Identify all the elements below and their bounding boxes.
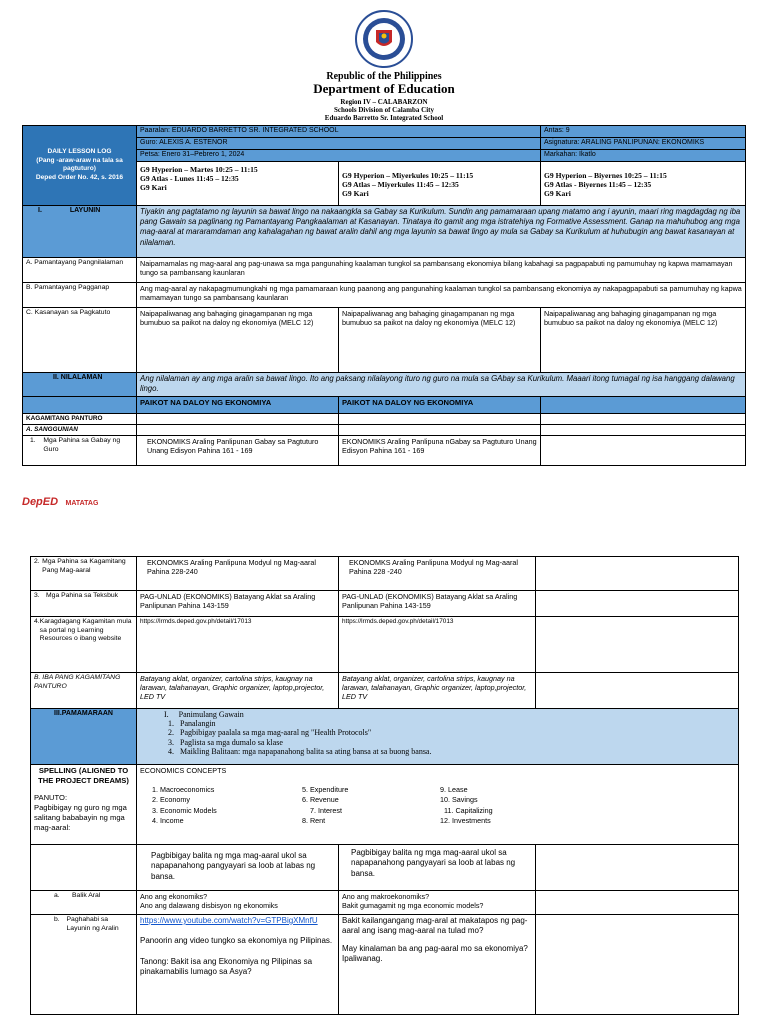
panuto-label: PANUTO: <box>34 793 68 803</box>
balita-text-1: Pagbibigay balita ng mga mag-aaral ukol sa napapanahong pangyayari sa loob at labas ng bansa. <box>137 845 339 891</box>
balik-question: Ano ang dalawang disbisyon ng ekonomiks <box>140 901 278 911</box>
paghahabi-text-3-blank <box>536 915 739 1015</box>
nilalaman-label: II. NILALAMAN <box>23 372 137 396</box>
balik-question: Ano ang ekonomiks? <box>140 892 208 901</box>
teks-num: 3. <box>34 592 40 599</box>
schedule-line: G9 Atlas - Lunes 11:45 – 12:35 <box>140 173 239 183</box>
topic-label-blank <box>23 396 137 413</box>
pamamaraan-text <box>137 709 739 765</box>
gabay-label <box>23 436 137 466</box>
schedule-line: G9 Atlas - Biyernes 11:45 – 12:35 <box>544 179 652 189</box>
balita-text-2: Pagbibigay balita ng mga mag-aaral ukol sa napapanahong pangyayari sa loob at labas ng bansa. <box>339 845 536 891</box>
sanggunian-blank <box>339 425 541 436</box>
schedule-line: G9 Atlas – Miyerkules 11:45 – 12:35 <box>342 179 459 189</box>
concept-item: 11. Capitalizing <box>444 805 493 815</box>
iba-text-1: Batayang aklat, organizer, cartolina strips, kaugnay na larawan, talahanayan, Graphic organizer, laptop,projector, LED TV <box>137 673 339 709</box>
pamamaraan-item: Maikling Balitaan: mga napapanahong balita sa ating bansa at sa buong bansa. <box>180 746 432 756</box>
paghahabi-text-2 <box>339 915 536 1015</box>
pamamaraan-item: Paglista sa mga dumalo sa klase <box>180 737 283 747</box>
paghahabi-label-text: Paghahabi sa Layunin ng Aralin <box>66 916 119 932</box>
teksbuk-label <box>31 591 137 617</box>
concepts-title: ECONOMICS CONCEPTS <box>140 766 227 775</box>
kag-text-3-blank <box>536 557 739 591</box>
topic-2: PAIKOT NA DALOY NG EKONOMIYA <box>339 396 541 413</box>
layunin-text: Tiyakin ang pagtatamo ng layunin sa bawat lingo na nakaangkla sa Gabay sa Kurikulum. Sundin ang pamamaraan upang matamo ang i ayunin, maari ring magdagdag ng iba pang Gawain sa paglinang ng Pamantayang Pangkaalaman at Kasanayan. Tinataya ito gamit ang mga istratehiya ng Formative Assessment. Ganap na mahuhubog ang mga mag-aaral at mararamdaman ang kahalagahan ng bawat aralin dahil ang mga layunin sa bawat lingo ay mula sa Gabay sa Kurikulum at huhubugin ang bawat kasanayan at nilalaman. <box>137 205 746 257</box>
concept-item: 7. Interest <box>310 805 342 815</box>
pangnilalaman-label: A. Pamantayang Pangnilalaman <box>23 257 137 282</box>
kagamitan-label: KAGAMITANG PANTURO <box>23 413 137 424</box>
balik-aral-label <box>31 891 137 915</box>
kag-text-1: EKONOMKS Araling Panlipuna Modyul ng Mag-aaral Pahina 228-240 <box>137 557 339 591</box>
balita-text-3-blank <box>536 845 739 891</box>
matatag-logo-text: MATATAG <box>65 500 99 507</box>
markahan-cell: Markahan: Ikatlo <box>541 149 746 161</box>
sanggunian-label: A. SANGGUNIAN <box>23 425 137 436</box>
pamamaraan-list: 1. Panalangin 2. Pagbibigay paalala sa mga mag-aaral ng "Health Protocols" 3. Paglista sa mga dumalo sa klase 4. Maikling Balitaan: mga napapanahong balita sa ating bansa at sa buong bansa. <box>168 719 432 756</box>
kagamitan-blank <box>339 413 541 424</box>
lesson-log-table-bottom <box>30 556 739 1015</box>
lr-label <box>31 617 137 673</box>
balik-label-text: Balik Aral <box>72 892 101 899</box>
teks-text-2: PAG-UNLAD (EKONOMIKS) Batayang Aklat sa Araling Panlipunan Pahina 143-159 <box>339 591 536 617</box>
concept-item: 5. Expenditure <box>302 785 349 795</box>
topic-1: PAIKOT NA DALOY NG EKONOMIYA <box>137 396 339 413</box>
balik-question: Bakit gumagamit ng mga economic models? <box>342 901 484 911</box>
paaralan-cell: Paaralan: EDUARDO BARRETTO SR. INTEGRATED SCHOOL <box>137 126 541 138</box>
nilalaman-text: Ang nilalaman ay ang mga aralin sa bawat lingo. Ito ang paksang nilalayong ituro ng guro na mula sa GAbay sa Kurikulum. Maaari itong tumagal ng isa hanggang dalawang lingo. <box>137 372 746 396</box>
pamamaraan-label: III.PAMAMARAAN <box>31 709 137 765</box>
concept-item: 12. Investments <box>440 815 491 825</box>
concept-item: 2. Economy <box>152 795 190 805</box>
kagamitan-blank <box>137 413 339 424</box>
balik-num: a. <box>54 892 60 899</box>
schedule-day3 <box>541 161 746 205</box>
concept-item: 1. Macroeconomics <box>152 785 215 795</box>
iba-label: B. IBA PANG KAGAMITANG PANTURO <box>31 673 137 709</box>
header-region: Region IV – CALABARZON <box>340 98 428 106</box>
schedule-day2 <box>339 161 541 205</box>
lr-num: 4. <box>34 618 40 625</box>
concepts-grid <box>152 785 735 825</box>
paghahabi-text-1 <box>137 915 339 1015</box>
footer-logo <box>22 492 98 510</box>
schedule-line: G9 Hyperion – Miyerkules 10:25 – 11:15 <box>342 170 474 180</box>
concept-item: 4. Income <box>152 815 184 825</box>
paghahabi-label <box>31 915 137 1015</box>
layunin-title: LAYUNIN <box>69 206 101 214</box>
kasanayan-label: C. Kasanayan sa Pagkatuto <box>23 307 137 372</box>
paghahabi-num: b. <box>54 916 60 923</box>
sanggunian-blank <box>541 425 746 436</box>
schedule-line: G9 Kari <box>544 189 571 199</box>
dll-title: DAILY LESSON LOG <box>47 148 112 156</box>
iba-text-2: Batayang aklat, organizer, cartolina strips, kaugnay na larawan, talahanayan, Graphic organizer, laptop,projector, LED TV <box>339 673 536 709</box>
panuto-text: Pagbibigay ng guro ng mga salitang bababayin ng mga mag-aaral: <box>34 803 127 832</box>
panimula-num: I. <box>164 710 169 719</box>
concept-item: 10. Savings <box>440 795 478 805</box>
balita-label-blank <box>31 845 137 891</box>
concept-item: 9. Lease <box>440 785 468 795</box>
gabay-label-text: Mga Pahina sa Gabay ng Guro <box>43 437 121 453</box>
kag-text-2: EKONOMKS Araling Panlipuna Modyul ng Mag-aaral Pahina 228 -240 <box>339 557 536 591</box>
kasanayan-text-2: Naipapaliwanag ang bahaging ginagampanan ng mga bumubuo sa paikot na daloy ng ekonomiya (MELC 12) <box>339 307 541 372</box>
concept-item: 6. Revenue <box>302 795 339 805</box>
panimula-title: Panimulang Gawain <box>178 710 244 719</box>
gabay-num: 1. <box>30 437 36 445</box>
dll-title-cell <box>23 126 137 206</box>
petsa-cell: Petsa: Enero 31–Pebrero 1, 2024 <box>137 149 541 161</box>
header-department: Department of Education <box>313 81 455 96</box>
lr-link-1[interactable]: https://lrmds.deped.gov.ph/detail/17013 <box>137 617 339 673</box>
kagamitan-mag-aaral-label <box>31 557 137 591</box>
concept-item: 3. Economic Models <box>152 805 217 815</box>
layunin-num: I. <box>38 206 42 214</box>
kag-label-text: Mga Pahina sa Kagamitang Pang Mag-aaral <box>42 558 126 574</box>
lr-text-3-blank <box>536 617 739 673</box>
topic-3-blank <box>541 396 746 413</box>
deped-logo-text: DepED <box>22 496 59 508</box>
spelling-label <box>31 765 137 845</box>
schedule-line: G9 Kari <box>140 183 167 193</box>
kasanayan-text-1: Naipapaliwanag ang bahaging ginagampanan ng mga bumubuo sa paikot na daloy ng ekonomiya (MELC 12) <box>137 307 339 372</box>
guro-cell: Guro: ALEXIS A. ESTENOR <box>137 137 541 149</box>
teks-text-3-blank <box>536 591 739 617</box>
kagamitan-blank <box>541 413 746 424</box>
kag-num: 2. <box>34 558 40 565</box>
schedule-line: G9 Kari <box>342 189 369 199</box>
balik-aral-text-1 <box>137 891 339 915</box>
lr-link-2[interactable]: https://lrmds.deped.gov.ph/detail/17013 <box>339 617 536 673</box>
pamamaraan-item: Pagbibigay paalala sa mga mag-aaral ng "Health Protocols" <box>180 728 372 738</box>
dll-order: Deped Order No. 42, s. 2016 <box>35 173 124 181</box>
balik-question: Ano ang makroekonomiks? <box>342 892 430 901</box>
pagganap-label: B. Pamantayang Pagganap <box>23 282 137 307</box>
dll-subtitle: (Pang -araw-araw na tala sa pagtuturo) <box>36 156 123 173</box>
lr-label-text: Karagdagang Kagamitan mula sa portal ng Learning Resources o ibang website <box>39 618 132 643</box>
paghahabi-question: Bakit kailangangang mag-aral at makatapos ng pag-aaral ang isang mag-aaral na tulad mo? <box>342 916 528 935</box>
asignatura-cell: Asignatura: ARALING PANLIPUNAN: EKONOMIKS <box>541 137 746 149</box>
balik-aral-text-3-blank <box>536 891 739 915</box>
kasanayan-text-3: Naipapaliwanag ang bahaging ginagampanan ng mga bumubuo sa paikot na daloy ng ekonomiya (MELC 12) <box>541 307 746 372</box>
schedule-line: G9 Hyperion – Martes 10:25 – 11:15 <box>140 164 258 174</box>
schedule-day1 <box>137 161 339 205</box>
pangnilalaman-text: Naipamamalas ng mag-aaral ang pag-unawa sa mga pangunahing kaalaman tungkol sa pambansang ekonomiya bilang kabahagi sa pagpapabuti ng pamumuhay ng kapwa mamamayan tungo sa pambansang kaunlaran <box>137 257 746 282</box>
gabay-text-1: EKONOMIKS Araling Panlipunan Gabay sa Pagtuturo Unang Edisyon Pahina 161 - 169 <box>137 436 339 466</box>
deped-seal-logo <box>355 10 413 68</box>
gabay-text-2: EKONOMIKS Araling Panlipuna nGabay sa Pagtuturo Unang Edisyon Pahina 161 - 169 <box>339 436 541 466</box>
header-division: Schools Division of Calamba City <box>334 106 434 114</box>
balik-aral-text-2 <box>339 891 536 915</box>
paghahabi-instruction: Panoorin ang video tungko sa ekonomiya ng Pilipinas. <box>140 936 333 946</box>
schedule-line: G9 Hyperion – Biyernes 10:25 – 11:15 <box>544 170 667 180</box>
iba-text-3-blank <box>536 673 739 709</box>
sanggunian-blank <box>137 425 339 436</box>
concept-item: 8. Rent <box>302 815 326 825</box>
antas-cell: Antas: 9 <box>541 126 746 138</box>
paghahabi-question: Tanong: Bakit isa ang Ekonomiya ng Pilipinas sa pinakamabilis lumago sa Asya? <box>140 956 313 977</box>
teks-text-1: PAG-UNLAD (EKONOMIKS) Batayang Aklat sa Araling Panlipunan Pahina 143-159 <box>137 591 339 617</box>
teks-label-text: Mga Pahina sa Teksbuk <box>46 592 119 599</box>
youtube-link[interactable]: https://www.youtube.com/watch?v=GTPBigXMnfU <box>140 916 318 925</box>
economics-concepts <box>137 765 739 845</box>
header-republic: Republic of the Philippines <box>326 71 442 82</box>
pagganap-text: Ang mag-aaral ay nakapagmumungkahi ng mga pamamaraan kung paanong ang pangunahing kaalaman tungkol sa pambansang ekonomiya ay nakapagpapabuti sa pamumuhay ng kapwa mamamayan tungo sa pambansang kaunlaran <box>137 282 746 307</box>
layunin-label <box>23 205 137 257</box>
lesson-log-table-top <box>22 125 746 466</box>
paghahabi-question: May kinalaman ba ang pag-aaral mo sa ekonomiya? Ipaliwanag. <box>342 944 528 963</box>
pamamaraan-item: Panalangin <box>180 719 216 729</box>
spelling-title: SPELLING (ALIGNED TO THE PROJECT DREAMS) <box>38 766 129 785</box>
gabay-text-3-blank <box>541 436 746 466</box>
header-school: Eduardo Barretto Sr. Integrated School <box>324 114 444 122</box>
